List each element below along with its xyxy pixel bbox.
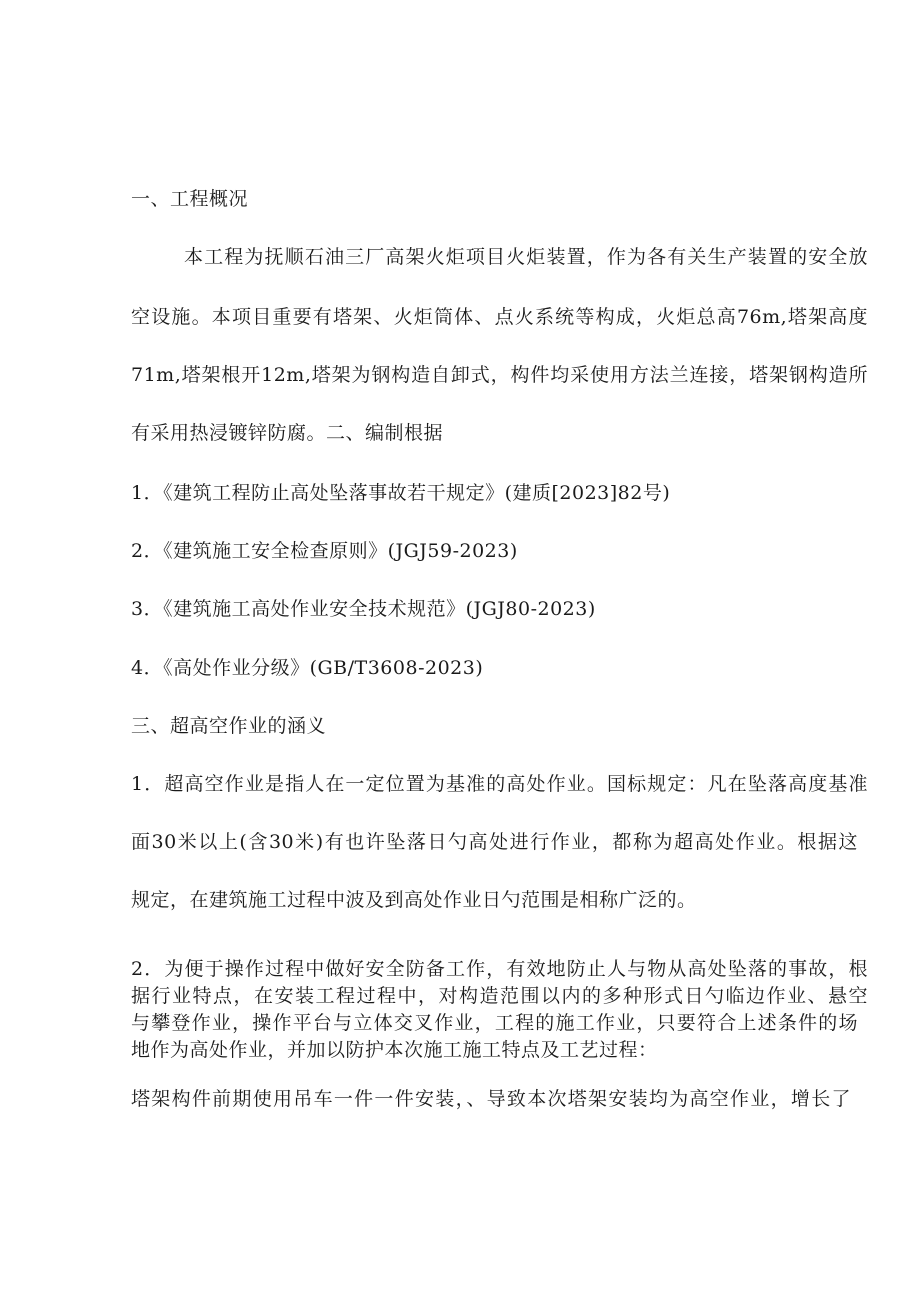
definition-item-1-line: 1．超高空作业是指人在一定位置为基准的高处作业。国标规定：凡在坠落高度基准 bbox=[131, 773, 868, 795]
reference-item: 2．《建筑施工安全检查原则》(JGJ59-2023) bbox=[131, 540, 518, 562]
reference-item: 3．《建筑施工高处作业安全技术规范》(JGJ80-2023) bbox=[131, 598, 596, 620]
overview-paragraph-line: 空设施。本项目重要有塔架、火炬筒体、点火系统等构成，火炬总高76m,塔架高度 bbox=[131, 306, 868, 328]
section-heading-definition: 三、超高空作业的涵义 bbox=[131, 715, 327, 737]
process-paragraph-line: 塔架构件前期使用吊车一件一件安装，、导致本次塔架安装均为高空作业，增长了 bbox=[131, 1088, 851, 1110]
overview-paragraph-line: 有采用热浸镀锌防腐。二、编制根据 bbox=[131, 422, 444, 444]
definition-item-2-line: 地作为高处作业，并加以防护本次施工施工特点及工艺过程： bbox=[131, 1039, 658, 1061]
reference-item: 4．《高处作业分级》(GB/T3608-2023) bbox=[131, 657, 484, 679]
section-heading-overview: 一、工程概况 bbox=[131, 188, 249, 210]
definition-item-2-line: 2．为便于操作过程中做好安全防备工作，有效地防止人与物从高处坠落的事故，根 bbox=[131, 958, 868, 980]
definition-item-1-line: 规定，在建筑施工过程中波及到高处作业日勺范围是相称广泛的。 bbox=[131, 889, 697, 911]
definition-item-2-line: 据行业特点，在安装工程过程中，对构造范围以内的多种形式日勺临边作业、悬空 bbox=[131, 985, 868, 1007]
reference-item: 1．《建筑工程防止高处坠落事故若干规定》(建质[2023]82号) bbox=[131, 482, 671, 504]
overview-paragraph-line: 本工程为抚顺石油三厂高架火炬项目火炬装置，作为各有关生产装置的安全放 bbox=[184, 246, 868, 268]
definition-item-2-line: 与攀登作业，操作平台与立体交叉作业，工程的施工作业，只要符合上述条件的场 bbox=[131, 1012, 858, 1034]
definition-item-1-line: 面30米以上(含30米)有也许坠落日勺高处进行作业，都称为超高处作业。根据这 bbox=[131, 831, 858, 853]
overview-paragraph-line: 71m,塔架根开12m,塔架为钢构造自卸式，构件均采使用方法兰连接，塔架钢构造所 bbox=[131, 364, 868, 386]
